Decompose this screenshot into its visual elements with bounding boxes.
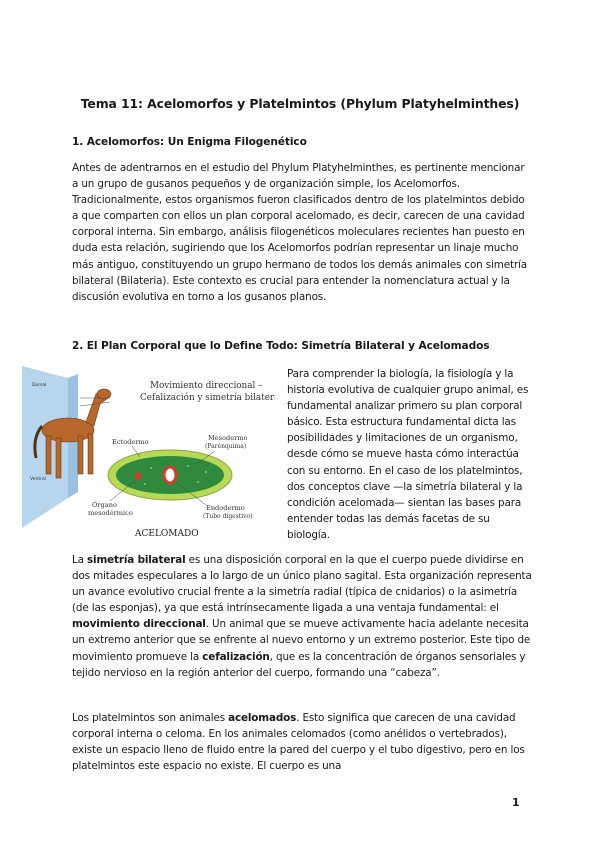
section-2-intro: Para comprender la biología, la fisiología y la historia evolutiva de cualquier grupo animal, es fundamental analizar primero su plan corporal básico. Esta estructura fundamental dicta las posibilidades y limitaciones de un organismo, desde cómo se mueve hasta cómo interactúa con su entorno. En el caso de los platelmintos, dos conceptos clave —la simetría bilateral y la condición acelomada— sientan las bases para entender todas las demás facetas de su biología. bbox=[287, 368, 529, 541]
organ-label: Órgano bbox=[92, 501, 117, 509]
section-2-heading: 2. El Plan Corporal que lo Define Todo: Simetría Bilateral y Acelomados bbox=[72, 340, 490, 352]
figure-caption-line-1: Movimiento direccional – bbox=[150, 381, 263, 391]
dorsal-label: Dorsal bbox=[32, 383, 47, 388]
bold-term: cefalización bbox=[202, 650, 270, 663]
endoderm-gut bbox=[164, 467, 176, 483]
acoelomate-cross-section bbox=[108, 450, 232, 500]
parenchyma-label: (Parénquima) bbox=[205, 443, 247, 450]
body-plan-figure bbox=[20, 360, 275, 545]
figure-caption-line-2: Cefalización y simetría bilateral bbox=[140, 393, 275, 403]
mesodermal-organ bbox=[135, 472, 141, 480]
gut-label: (Tubo digestivo) bbox=[203, 513, 253, 520]
mesoderm-label: Mesodermo bbox=[208, 434, 248, 442]
section-1-heading: 1. Acelomorfos: Un Enigma Filogenético bbox=[72, 136, 307, 148]
ectoderm-label: Ectodermo bbox=[112, 438, 149, 446]
page-title: Tema 11: Acelomorfos y Platelmintos (Phylum Platyhelminthes) bbox=[80, 96, 520, 111]
bold-term: simetría bilateral bbox=[87, 554, 186, 566]
page-number: 1 bbox=[512, 796, 520, 809]
bold-term: acelomados bbox=[228, 712, 297, 724]
ventral-label: Ventral bbox=[30, 477, 46, 482]
bold-term: movimiento direccional bbox=[72, 618, 206, 631]
section-2-paragraph-2: La simetría bilateral es una disposición corporal en la que el cuerpo puede dividirse en dos mitades especulares a lo largo de un único plano sagital. Esta organización representa un avance evolutivo crucial frente a la simetría radial (típica de cnidarios) o la asimetría (de las esponjas), ya que está intrínsecamente ligada a una ventaja fundamental: el movimiento direccional. Un animal que se mueve activamente hacia adelante necesita un extremo anterior que se enfrente al nuevo entorno y un extremo posterior. Este tipo de movimiento promueve la cefalización, que es la concentración de órganos sensoriales y tejido nervioso en la región anterior del cuerpo, formando una “cabeza”. bbox=[72, 554, 532, 679]
mesodermal-label: mesodérmico bbox=[88, 509, 133, 517]
acoelomate-label: ACELOMADO bbox=[135, 529, 199, 539]
endoderm-label: Endodermo bbox=[206, 504, 245, 512]
section-1-paragraph: Antes de adentrarnos en el estudio del Phylum Platyhelminthes, es pertinente mencionar a un grupo de gusanos pequeños y de organización simple, los Acelomorfos. Tradicionalmente, estos organismos fueron clasificados dentro de los platelmintos debido a que comparten con ellos un plan corporal acelomado, es decir, carecen de una cavidad corporal interna. Sin embargo, análisis filogenéticos moleculares recientes han puesto en duda esta relación, sugiriendo que los Acelomorfos podrían representar un linaje mucho más antiguo, constituyendo un grupo hermano de todos los demás animales con simetría bilateral (Bilateria). Este contexto es crucial para entender la nomenclatura actual y la discusión evolutiva en torno a los gusanos planos. bbox=[72, 162, 527, 303]
section-2-paragraph-3: Los platelmintos son animales acelomados. Esto significa que carecen de una cavidad corporal interna o celoma. En los animales celomados (como anélidos o vertebrados), existe un espacio lleno de fluido entre la pared del cuerpo y el tubo digestivo, pero en los platelmintos este espacio no existe. El cuerpo es una bbox=[72, 712, 525, 773]
